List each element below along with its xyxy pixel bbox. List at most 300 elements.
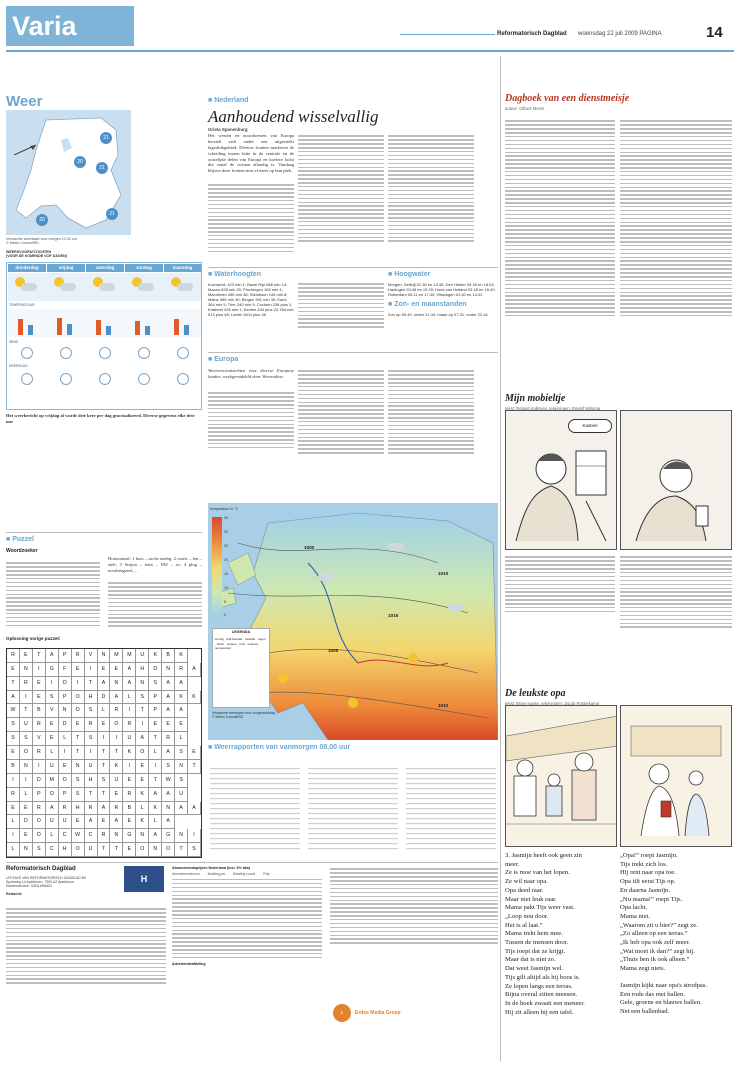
grid-letter: K [175,691,188,705]
grid-letter: L [7,815,20,829]
sun-icon [278,673,288,683]
nederland-article [208,97,498,133]
grid-letter: E [123,815,136,829]
grid-letter: E [162,718,175,732]
page-header [0,0,738,52]
serial-byline: auteur: Gilbert Morris [505,105,545,111]
temperature-bars [8,309,201,337]
grid-letter: U [59,815,72,829]
grid-letter: E [72,663,85,677]
scale-label: 5 [224,600,226,604]
puzzle-words [6,560,100,629]
temperature-label: temperatuur in °C [210,507,239,511]
byline: Grieta Spanenburg [208,127,248,132]
grid-letter: E [7,663,20,677]
sun-moon-text: Zon op 05.49, onder 21.44; maan op 07.31, onder 22.16 [388,311,488,317]
grid-letter: U [20,718,33,732]
verse-line: Mama trekt hem mee. [505,930,563,938]
grid-letter: B [123,802,136,816]
verse-line: Opa tilt eerst Tijs op. [620,878,676,886]
row-label: TEMPERATUUR [9,303,35,307]
grid-letter: A [162,815,175,829]
scale-label: 15 [224,572,228,576]
divider [208,352,498,353]
wind-icon [60,347,72,359]
verse-line: Mama zegt niets. [620,965,666,973]
grid-letter: C [59,829,72,843]
grid-letter: L [149,815,162,829]
grid-letter: E [7,802,20,816]
footer-line: Sportweg 14 Apeldoorn, 7300 AZ Apeldoorn [6,879,75,884]
article-title: Aanhoudend wisselvallig [208,106,379,126]
grid-letter: H [85,774,98,788]
verse-line: Tijs gilt altijd als hij boos is. [505,973,581,981]
grid-letter: T [110,746,123,760]
grid-letter: A [188,802,201,816]
grid-letter: R [110,704,123,718]
grid-letter: V [46,704,59,718]
grid-letter: E [98,718,111,732]
grid-letter: T [72,746,85,760]
grid-letter: S [72,788,85,802]
grid-letter: N [20,843,33,857]
grid-letter: A [110,815,123,829]
grid-letter: U [85,760,98,774]
weather-report-table [208,756,498,856]
grid-letter: N [149,843,162,857]
grid-letter: U [123,732,136,746]
grid-letter: I [59,746,72,760]
weer-title: Weer [6,93,43,110]
article-column [208,182,294,254]
grid-letter: W [72,829,85,843]
precipitation-icon [60,373,72,385]
grid-letter: T [136,704,149,718]
grid-letter: N [136,829,149,843]
solution-label: Oplossing vorige puzzel: [6,636,61,641]
grid-letter: R [162,732,175,746]
legend-item: mist [239,641,245,646]
mobieltje-text [505,554,615,615]
grid-letter: I [20,774,33,788]
grid-letter: T [98,760,111,774]
grid-letter: K [188,691,201,705]
grid-letter: U [175,788,188,802]
verse-line: 3. Jasmijn heeft ook geen zin [505,852,582,859]
footer-masthead [6,866,116,896]
scale-label: 0 [224,613,226,617]
grid-letter: R [33,802,46,816]
grid-letter: A [149,788,162,802]
footer-paper: Reformatorisch Dagblad [6,866,76,872]
grid-letter: E [123,843,136,857]
forecast-day: donderdag [8,264,46,272]
grid-letter: P [149,704,162,718]
weer-section [6,93,131,112]
dagboek-column [505,118,615,319]
opa-header [505,688,733,706]
grid-letter: I [7,829,20,843]
grid-letter: A [123,677,136,691]
grid-letter: T [149,774,162,788]
footer-text [330,866,498,946]
grid-letter: P [149,691,162,705]
mobieltje-text [620,554,732,630]
grid-letter: T [85,788,98,802]
grid-letter: R [20,677,33,691]
legend-item: bewolkt [245,636,256,641]
grid-letter: B [7,760,20,774]
grid-letter: E [123,774,136,788]
grid-letter: E [110,788,123,802]
grid-letter: O [162,843,175,857]
grid-letter: L [175,732,188,746]
verse-line: Dat weet Jasmijn wel. [505,965,564,973]
grid-letter: T [33,649,46,663]
verse-line: En daarna Jasmijn. [620,886,670,894]
grid-letter: I [7,774,20,788]
grid-letter: A [136,732,149,746]
erdee-logo: E [333,1004,351,1022]
verse-line: „Thuis ben ik ook alleen.” [620,956,690,964]
section-label: ■ Weerrapporten van vanmorgen 08.00 uur [208,744,498,753]
verse-line: Een rode das met ballen. [620,990,685,998]
grid-letter: E [59,760,72,774]
cloud-icon [138,283,154,291]
verse-line: „Ik heb opa ook zelf meer. [620,939,690,947]
legend-item: sneeuw [247,641,258,646]
cloud-icon [177,283,193,291]
weerrapporten [208,744,498,753]
grid-letter: E [188,746,201,760]
temp-badge: 20 [36,214,48,226]
grid-letter: K [136,788,149,802]
grid-letter: A [162,746,175,760]
grid-letter: A [46,802,59,816]
grid-letter: S [175,774,188,788]
column-header: Abonnementsvorm [172,872,200,877]
grid-letter: D [33,774,46,788]
grid-letter: T [188,760,201,774]
verse-line: Opa lacht. [620,904,648,912]
comic-title: De leukste opa [505,688,566,699]
grid-letter: H [136,663,149,677]
grid-letter: A [149,829,162,843]
grid-letter: M [46,774,59,788]
serial-title: Dagboek van een dienstmeisje [505,93,630,104]
verse-line: Tijs roept dat ze krijgt. [505,947,566,955]
verse-line: „Opa!” roept Jasmijn. [620,852,678,859]
grid-letter: R [7,788,20,802]
grid-letter: T [72,732,85,746]
row-label: NEERSLAG [9,364,28,368]
map-note: Verwachte weerkaart voor morgen 12.00 uur © Meteo Consult/RD [6,237,77,246]
dagboek-header [505,93,733,111]
grid-letter: E [110,663,123,677]
grid-letter: L [46,829,59,843]
grid-letter: A [110,691,123,705]
grid-letter: R [175,663,188,677]
grid-letter: T [98,788,111,802]
forecast-header: WEERSVOORUITZICHTEN (VOOR DE KOMENDE VIJF DAGEN) [6,250,67,259]
grid-letter: R [85,802,98,816]
grid-letter: L [149,746,162,760]
section-label: ■ Europa [208,356,498,365]
grid-letter: A [98,677,111,691]
europa-column [208,390,294,451]
grid-letter: N [136,677,149,691]
grid-letter: N [162,663,175,677]
europa-intro: Weersvooruitzichten voor diverse Europese landen, weekgemiddeld door Weeronline. [208,368,294,379]
table-lines [208,756,498,856]
article-column [298,133,384,244]
grid-letter: U [46,760,59,774]
precipitation-icon [21,373,33,385]
grid-letter: R [110,802,123,816]
verse-line: „Nu mama!” roept Tijs. [620,895,683,903]
grid-letter: M [123,649,136,663]
verse-line: Bijna overal zitten mensen. [505,991,578,999]
grid-letter: E [20,649,33,663]
grid-letter: L [136,802,149,816]
grid-letter: N [110,829,123,843]
grid-letter: C [46,843,59,857]
grid-letter: R [123,718,136,732]
verse-line [620,974,734,982]
grid-letter: S [85,732,98,746]
grid-letter: I [46,677,59,691]
grid-letter: T [7,677,20,691]
grid-letter: P [59,691,72,705]
opa-verse-left [505,852,617,1017]
footer-line: Redactie [6,891,22,896]
mobieltje-header [505,393,733,411]
legend-item: half bewolkt [226,636,243,641]
grid-letter: E [98,815,111,829]
grid-letter: L [98,704,111,718]
grid-letter: S [85,704,98,718]
grid-letter: N [175,760,188,774]
grid-letter: A [175,802,188,816]
grid-letter: K [123,746,136,760]
verse-line: „Wat moet ik dan?” zegt hij. [620,947,695,955]
forecast-day: maandag [164,264,201,272]
grid-letter: D [98,691,111,705]
subscription-table [172,866,322,967]
hi-logo: H [124,866,164,892]
forecast-day: vrijdag [47,264,85,272]
grid-letter: K [175,649,188,663]
grid-letter: C [85,829,98,843]
grid-letter: E [46,732,59,746]
grid-letter: E [175,718,188,732]
comic-panel [620,410,732,550]
grid-letter: H [72,802,85,816]
grid-letter: N [162,802,175,816]
grid-letter: S [188,843,201,857]
grid-letter: A [188,663,201,677]
verse-line: In de hoek zwaait een meneer. [505,999,585,1007]
table-title: Abonnementsprijzen Nederland (incl. 6% btw) [172,866,251,870]
europe-weather-map [208,503,498,740]
grid-letter: A [85,815,98,829]
grid-letter: I [85,746,98,760]
grid-letter: K [149,802,162,816]
grid-letter: O [110,718,123,732]
grid-letter: E [72,815,85,829]
pressure-label: 1000 [304,545,315,550]
grid-letter: U [136,649,149,663]
grid-letter: A [175,677,188,691]
section-label: ■ Zon- en maanstanden [388,301,498,310]
paper-name: Reformatorisch Dagblad [497,31,567,37]
cloud-icon [448,603,464,611]
grid-letter: A [98,802,111,816]
verse-line: „Waarom zit u hier?” zegt ze. [620,921,698,929]
map-legend [212,628,270,708]
temp-badge: 21 [100,132,112,144]
puzzle-subtitle: Woordzoeker [6,547,38,554]
precipitation-icon [99,373,111,385]
grid-letter: S [149,677,162,691]
page-number: 14 [706,24,723,41]
hoogwater-text: Morgen: Delfzijl 01.30 en 13.45; Den Helder 05.20 en 18.04; Harlingen 03.08 en 15.25; Hoek van Holland 03.18 en 15.40; Rotterdam 05.11 en 17.40; Vlissingen 01.30 en 14.02 [388,281,496,297]
verse-line: Jasmijn kijkt naar opa's strodpas. [620,981,708,989]
legend-title: LEGENDA [231,630,251,634]
verse-line: „Loop nou door. [505,912,549,920]
grid-letter: O [20,746,33,760]
column-header: Prijs [263,872,270,877]
precipitation-icon [177,373,189,385]
grid-letter: K [110,760,123,774]
grid-letter: A [175,704,188,718]
grid-letter: T [98,746,111,760]
europa-column [388,368,474,456]
grid-letter: A [162,788,175,802]
section-label: ■ Puzzel [6,536,202,545]
comic-panel [620,705,732,847]
grid-letter: E [33,677,46,691]
grid-letter: E [20,829,33,843]
scale-label: 30 [224,530,228,534]
scale-label: 35 [224,516,228,520]
grid-letter: N [59,704,72,718]
cloud-icon [388,543,404,551]
grid-letter: T [20,704,33,718]
grid-letter: I [188,829,201,843]
grid-letter: I [20,691,33,705]
grid-letter: N [110,677,123,691]
grid-letter: B [33,704,46,718]
grid-letter: G [123,829,136,843]
pressure-label: 1015 [388,613,399,618]
grid-letter: S [7,718,20,732]
grid-letter: N [175,829,188,843]
grid-letter: A [162,691,175,705]
grid-letter: I [136,718,149,732]
grid-letter: I [33,663,46,677]
verse-line: Mama niet. [620,912,651,920]
grid-letter: N [20,663,33,677]
comic-panel [505,410,617,550]
puzzel-section [6,536,202,554]
verse-line: Net een ballenbad. [620,1007,670,1015]
grid-letter: G [162,829,175,843]
grid-letter: S [136,691,149,705]
precipitation-icon [138,373,150,385]
waterhoogten-text: Kornwerd: 423 min 1; Bazel Rijn 666 min 13; Maxau 628 min 20; Plochingen 169 min 4; Mannheim 496 min 38; Steinbach 145 min 8; Mainz 485 min 30; Bingen 391 min 30; Kaub 364 min 5; Trier 240 min 9; Cochem 236 plus 1; Kratlerst 326 min 1; Keulen 434 plus 22; Ruhrort 513 plus 48; Lobith 1004 plus 38 [208,281,294,317]
europa-column [298,368,384,456]
comic-drawing [621,411,732,550]
legend-items: zonnig · half bewolkt · bewolkt · regen · buien · onweer · mist · sneeuw · temperatuur [215,636,266,651]
forecast-day: zondag [125,264,163,272]
article-column [388,133,474,244]
grid-letter: E [33,691,46,705]
grid-letter: O [136,746,149,760]
column-divider [500,56,501,1061]
grid-letter: O [33,829,46,843]
verse-line: Maar dat is niet zo. [505,956,556,964]
grid-letter: O [59,774,72,788]
verse-line: Ze is moe van het lopen. [505,869,570,877]
grid-letter: E [98,663,111,677]
grid-letter: V [85,649,98,663]
hoogwater-box [388,271,498,317]
verse-line: Hij zit alleen bij een tafel. [505,1008,574,1016]
grid-letter: I [72,677,85,691]
verse-line: Het is al laat.” [505,921,543,929]
scale-label: 10 [224,586,228,590]
grid-letter: I [33,760,46,774]
footer-line: UITGAVE VAN REFORMATORISCH DAGBLAD BV [6,875,87,880]
grid-letter: I [123,704,136,718]
grid-letter: W [162,774,175,788]
grid-letter: A [46,649,59,663]
grid-letter: L [123,691,136,705]
grid-letter: E [46,718,59,732]
grid-letter: O [72,843,85,857]
sun-icon [348,698,358,708]
divider [6,862,498,863]
grid-letter: G [46,663,59,677]
grid-letter: A [162,704,175,718]
verse-line: Mama pakt Tijs weer vast. [505,904,575,912]
comic-drawing [506,706,617,847]
table-rows [172,879,322,958]
grid-letter: R [123,788,136,802]
comic-byline: tekst: Roland Kalkman, tekeningen: Roelof Wijtsma [505,405,601,411]
divider [6,532,202,533]
grid-letter: T [85,677,98,691]
europa-section [208,356,498,365]
verse-line: Tussen de mensen door. [505,939,569,947]
legend-item: buien [216,641,225,646]
grid-letter: N [98,649,111,663]
scale-label: 20 [224,558,228,562]
grid-letter: I [123,760,136,774]
grid-letter: O [72,691,85,705]
wind-icon [21,347,33,359]
puzzle-instructions: Horizontaal: 1 buis – zacht-aardig; 2 oratie – fen – stelt; 3 Strijen – teint – NW – ec; 4 plug – noorbrugzeel;... [108,556,202,573]
netherlands-map [6,110,131,235]
grid-letter: L [59,732,72,746]
grid-letter: P [59,788,72,802]
grid-letter: B [162,649,175,663]
verse-line: Opa deed raar. [505,886,544,894]
grid-letter: I [110,732,123,746]
grid-letter: E [136,774,149,788]
grid-letter: O [46,788,59,802]
